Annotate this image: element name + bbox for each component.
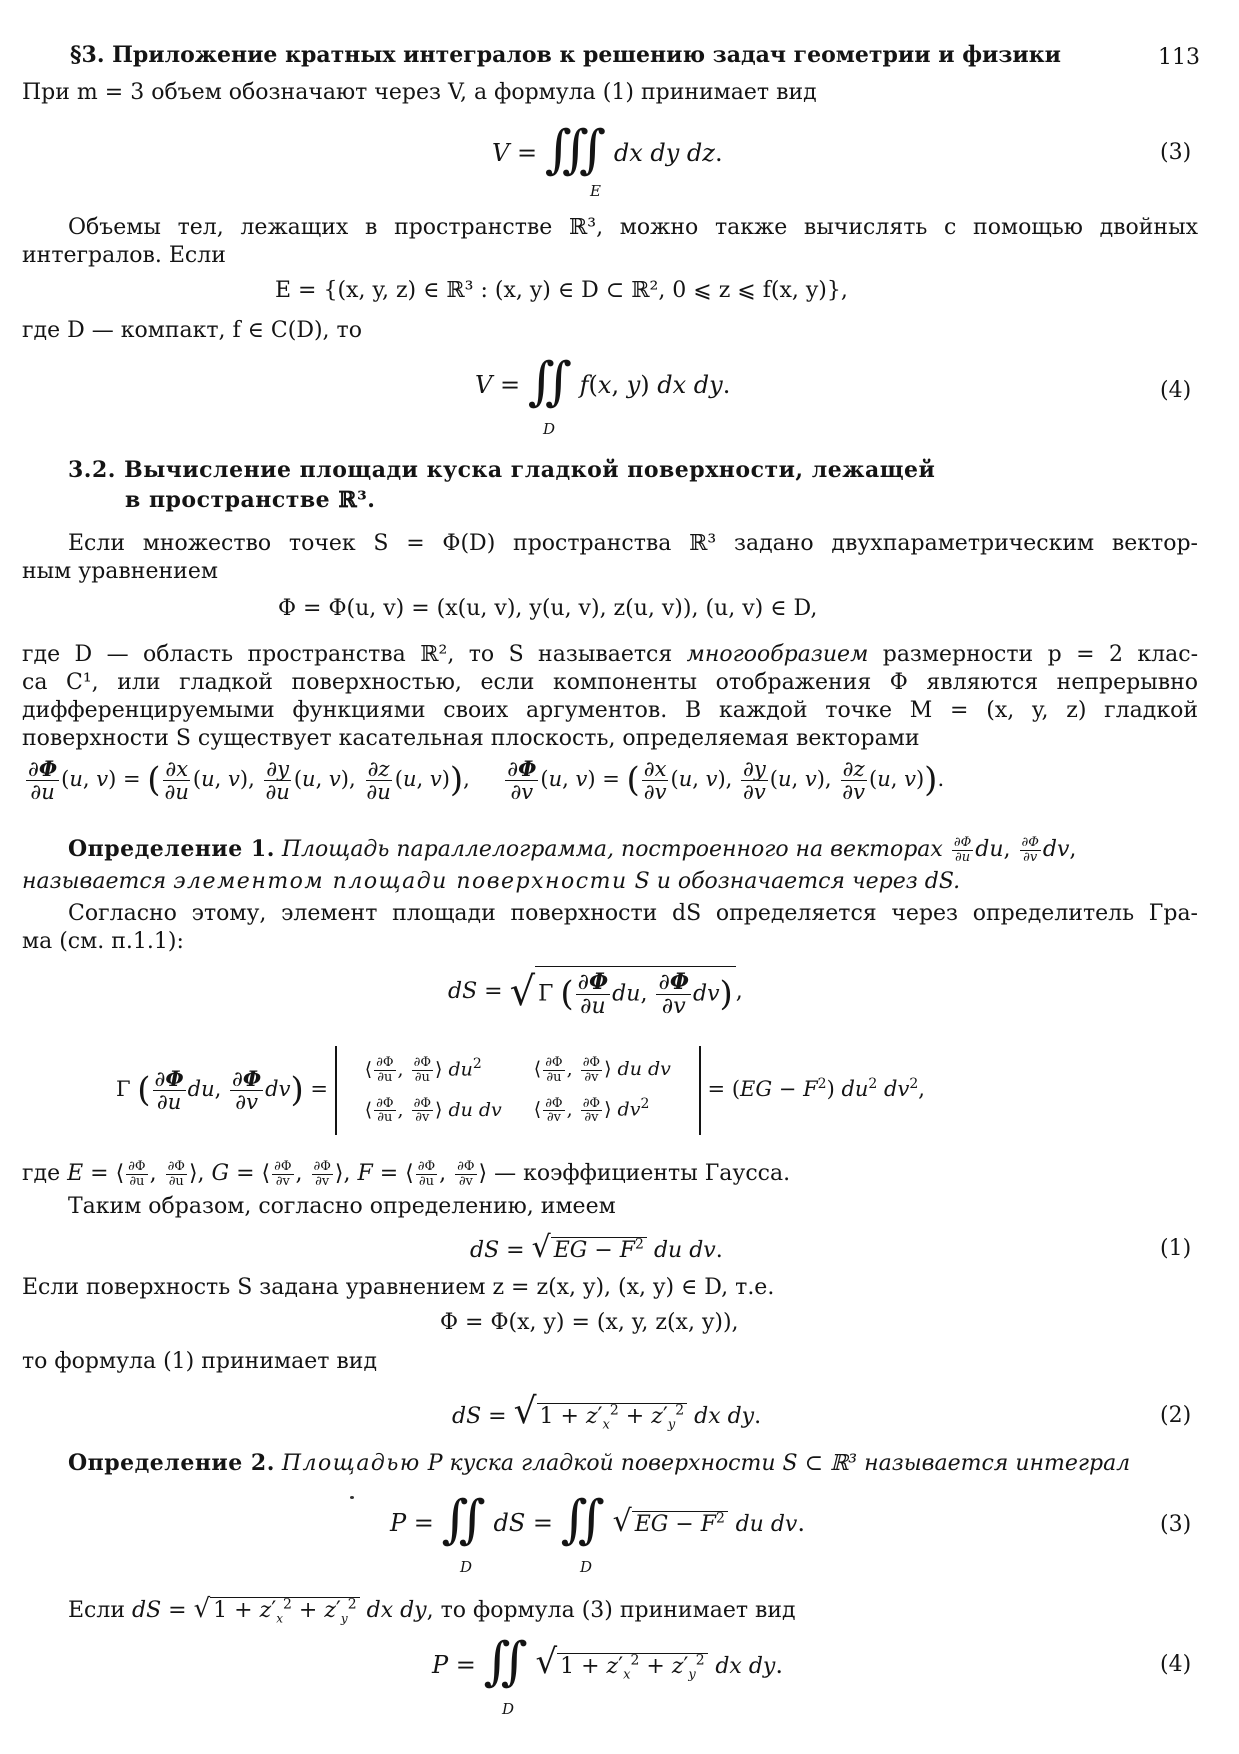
equation-number: (4) [1160, 1652, 1192, 1677]
equation-area-explicit: P = ∬ √ $1 + z'_x^2 + z'_y^2$ dx dy. D [432, 1632, 783, 1718]
paragraph-line: Объемы тел, лежащих в пространстве ℝ³, можно также вычислять с помощью двойных [68, 215, 1198, 240]
equation-phi-xy: Φ = Φ(x, y) = (x, y, z(x, y)), [440, 1310, 739, 1335]
definition-2: Определение 2. Площадью P куска гладкой поверхности S ⊂ ℝ³ называется интеграл [68, 1450, 1131, 1476]
paragraph-line: Если множество точек S = Φ(D) пространства ℝ³ задано двухпараметрическим вектор- [68, 531, 1198, 556]
equation-dS-gram: dS = √ Γ ( $\frac{\partial\Phi}{\partial u}$ du, $\frac{\partial\Phi}{\partial v}$ dv) , [448, 966, 743, 1018]
equation-volume-double: V = ∬ f(x, y) dx dy. D [475, 352, 731, 438]
definition-1-cont: называется элементом площади поверхности S и обозначается через dS. [22, 869, 961, 894]
equation-partial-vectors: $\frac{\partial\Phi}{\partial u}$ (u, v) = ( $\frac{\partial x}{\partial u}$ (u, v), $\frac{\partial y}{\partial u}$ (u, v), $\frac{\partial z}{\partial u}$ (u, v)), $\frac{\partial\Phi}{\partial v}$ (u, v) = ( $\frac{\partial x}{\partial v}$ (u, v), $\frac{\partial y}{\partial v}$ (u, v), $\frac{\partial z}{\partial v}$ (u, v)). [28, 756, 945, 805]
equation-number: (1) [1160, 1236, 1192, 1261]
equation-number: (2) [1160, 1403, 1192, 1428]
paragraph-line: ным уравнением [22, 559, 218, 584]
equation-number: (4) [1160, 378, 1192, 403]
equation-set-E: E = {(x, y, z) ∈ ℝ³ : (x, y) ∈ D ⊂ ℝ², 0 ⩽ z ⩽ f(x, y)}, [275, 278, 848, 303]
paragraph-line: поверхности S существует касательная плоскость, определяемая векторами [22, 726, 920, 751]
subsection-title: 3.2. Вычисление площади куска гладкой поверхности, лежащей [68, 457, 936, 483]
paragraph-line: то формула (1) принимает вид [22, 1349, 377, 1374]
subsection-title-cont: в пространстве ℝ³. [125, 487, 376, 513]
paragraph-line: где D — область пространства ℝ², то S называется многообразием размерности p = 2 клас- [22, 642, 1198, 667]
paragraph-line: Согласно этому, элемент площади поверхности dS определяется через определитель Гра- [68, 901, 1198, 926]
equation-number: (3) [1160, 140, 1192, 165]
paragraph-line: интегралов. Если [22, 243, 226, 268]
equation-area-integral: P = ∬ dS = ∬ √ EG − $F^2$ du dv. D D [390, 1490, 805, 1576]
paragraph-line: Если dS = √ $1 + z'_x^2 + z'_y^2$ dx dy, то формула (3) принимает вид [68, 1594, 796, 1626]
equation-volume-triple: V = ∭ dx dy dz. E [492, 120, 723, 200]
equation-dS-EGF: dS = √ EG − $F^2$ du dv. [470, 1230, 723, 1265]
running-header: §3. Приложение кратных интегралов к решению задач геометрии и физики [70, 42, 1061, 68]
paragraph-line: где D — компакт, f ∈ C(D), то [22, 318, 362, 343]
equation-phi-uv: Φ = Φ(u, v) = (x(u, v), y(u, v), z(u, v)), (u, v) ∈ D, [278, 596, 818, 621]
equation-number: (3) [1160, 1512, 1192, 1537]
paragraph-line: ма (см. п.1.1): [22, 929, 184, 954]
equation-dS-explicit: dS = √ $1 + z'_x^2 + z'_y^2$ dx dy. [452, 1391, 762, 1433]
print-speck [350, 1496, 354, 1499]
paragraph-line: дифференцируемыми функциями своих аргументов. В каждой точке M = (x, y, z) гладкой [22, 698, 1198, 723]
paragraph-line: са C¹, или гладкой поверхностью, если компоненты отображения Φ являются непрерывно [22, 670, 1198, 695]
gauss-coefficients-line: где E = ⟨ $\frac{\partial\Phi}{\partial u}$ , $\frac{\partial\Phi}{\partial u}$ ⟩, G = ⟨ $\frac{\partial\Phi}{\partial v}$ , $\frac{\partial\Phi}{\partial v}$ ⟩, F = ⟨ $\frac{\partial\Phi}{\partial u}$ , $\frac{\partial\Phi}{\partial v}$ ⟩ — коэффициенты Гаусса. [22, 1159, 791, 1189]
intro-line: При m = 3 объем обозначают через V, а формула (1) принимает вид [22, 80, 817, 105]
definition-1: Определение 1. Площадь параллелограмма, построенного на векторах $\frac{\partial\Phi}{\partial u}$ du, $\frac{\partial\Phi}{\partial v}$ dv, [68, 835, 1077, 865]
equation-gram-determinant: Γ ( $\frac{\partial\Phi}{\partial u}$ du, $\frac{\partial\Phi}{\partial v}$ dv) = ⟨ $\frac{\partial\Phi}{\partial u}$ , $\frac{\partial\Phi}{\partial u}$ ⟩ $du^2$ ⟨ $\frac{\partial\Phi}{\partial u}$ , $\frac{\partial\Phi}{\partial v}$ ⟩ du dv ⟨ $\frac{\partial\Phi}{\partial u}$ , $\frac{\partial\Phi}{\partial v}$ ⟩ du dv ⟨ $\frac{\partial\Phi}{\partial v}$ , $\frac{\partial\Phi}{\partial v}$ ⟩ $dv^2$ = $(EG - F^2)$ $du^2$ $dv^2$, [116, 1046, 925, 1135]
paragraph-line: Таким образом, согласно определению, имеем [68, 1194, 616, 1219]
paragraph-line: Если поверхность S задана уравнением z = z(x, y), (x, y) ∈ D, т.е. [22, 1275, 775, 1300]
page-number: 113 [1158, 45, 1200, 70]
